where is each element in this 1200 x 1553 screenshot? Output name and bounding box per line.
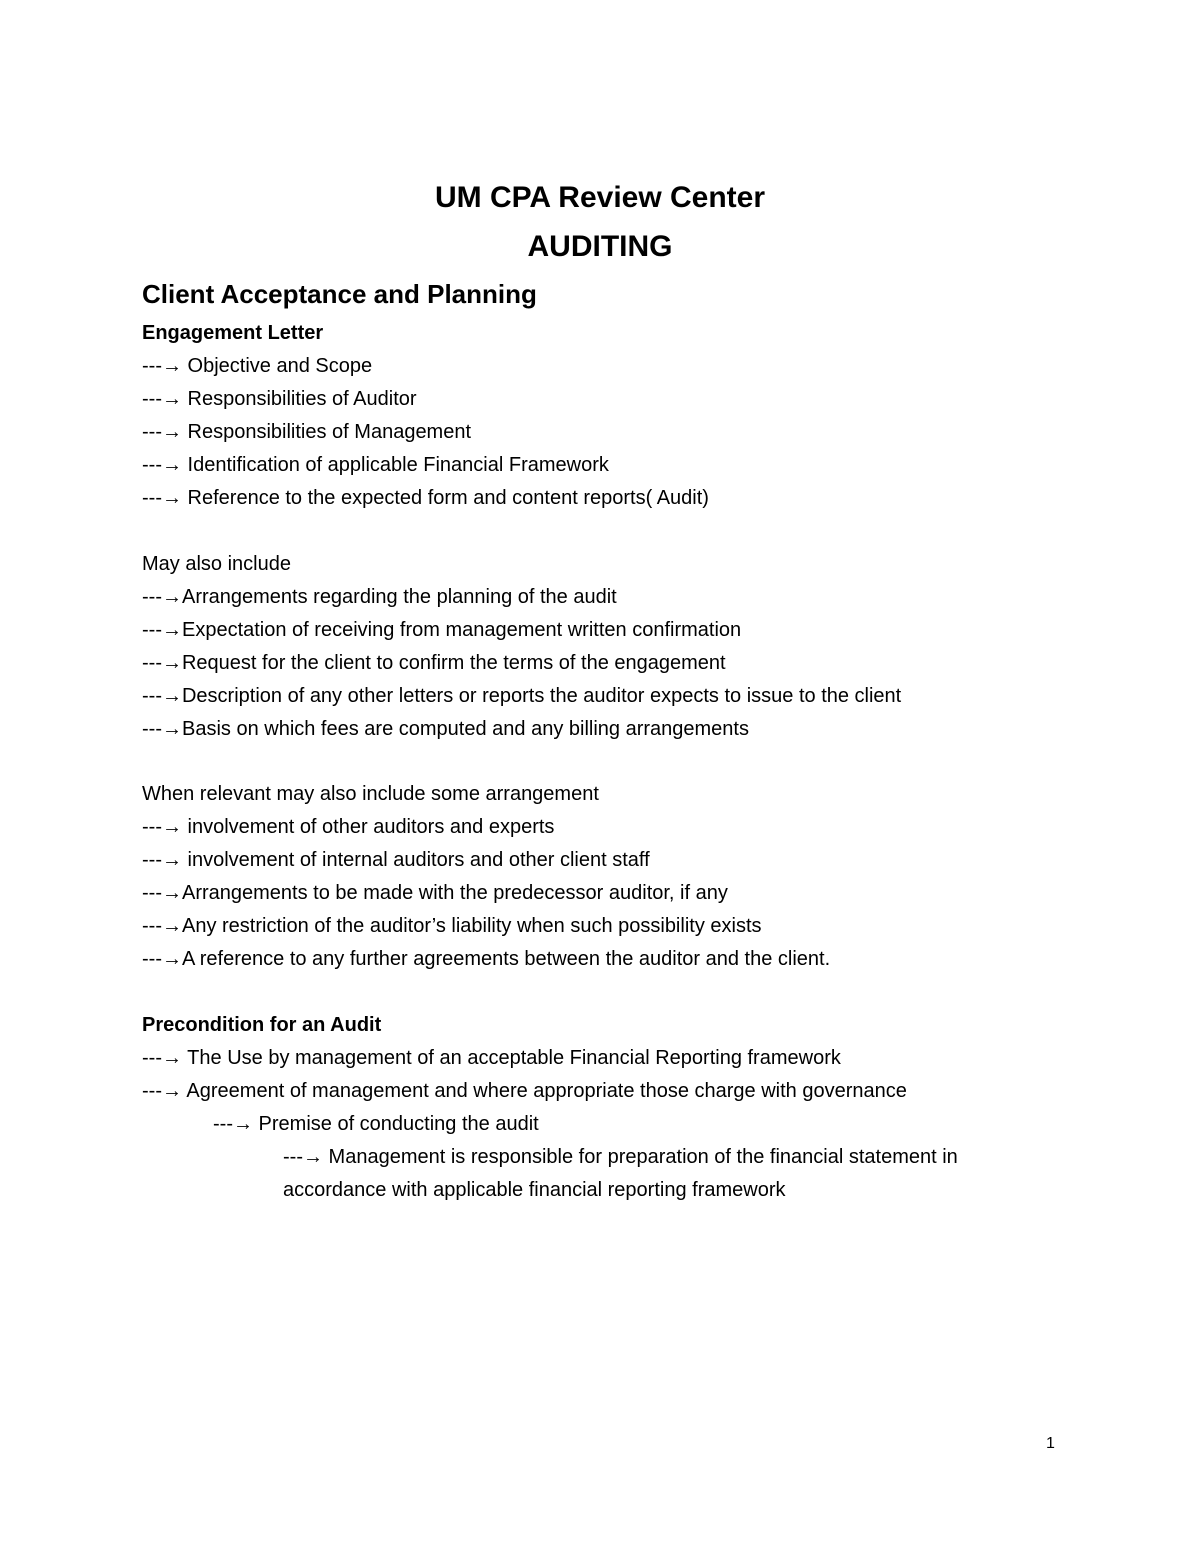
document-subtitle: AUDITING <box>527 230 673 263</box>
list-item: ---→ The Use by management of an acceptable Financial Reporting framework <box>142 1047 841 1069</box>
section-heading: Client Acceptance and Planning <box>142 279 537 309</box>
list-item: ---→ involvement of other auditors and experts <box>142 816 555 838</box>
list-item: ---→ Agreement of management and where appropriate those charge with governance <box>142 1080 907 1102</box>
list-item: ---→ Reference to the expected form and content reports( Audit) <box>142 487 709 509</box>
list-item: ---→Basis on which fees are computed and any billing arrangements <box>142 718 749 740</box>
document-title: UM CPA Review Center <box>434 181 766 214</box>
sub-sub-list-item-continuation: accordance with applicable financial reporting framework <box>283 1179 786 1201</box>
list-item: ---→ Responsibilities of Auditor <box>142 388 417 410</box>
list-item: ---→Expectation of receiving from management written confirmation <box>142 619 742 641</box>
engagement-letter-heading: Engagement Letter <box>142 322 324 344</box>
list-item: ---→ involvement of internal auditors and other client staff <box>142 849 650 871</box>
list-item: ---→Description of any other letters or reports the auditor expects to issue to the client <box>142 685 902 707</box>
sub-sub-list-item: ---→ Management is responsible for preparation of the financial statement in <box>283 1146 958 1168</box>
list-item: ---→Request for the client to confirm the terms of the engagement <box>142 652 726 674</box>
precondition-heading: Precondition for an Audit <box>142 1014 382 1036</box>
list-item: ---→Arrangements to be made with the predecessor auditor, if any <box>142 882 728 904</box>
list-item: ---→Any restriction of the auditor’s liability when such possibility exists <box>142 915 762 937</box>
sub-list-item: ---→ Premise of conducting the audit <box>213 1113 539 1135</box>
list-item: ---→Arrangements regarding the planning of the audit <box>142 586 617 608</box>
when-relevant-heading: When relevant may also include some arrangement <box>142 783 599 805</box>
list-item: ---→ Identification of applicable Financial Framework <box>142 454 609 476</box>
may-also-include-heading: May also include <box>142 553 291 575</box>
list-item: ---→ Objective and Scope <box>142 355 373 377</box>
page-number: 1 <box>1046 1435 1055 1452</box>
list-item: ---→ Responsibilities of Management <box>142 421 472 443</box>
list-item: ---→A reference to any further agreements between the auditor and the client. <box>142 948 831 970</box>
